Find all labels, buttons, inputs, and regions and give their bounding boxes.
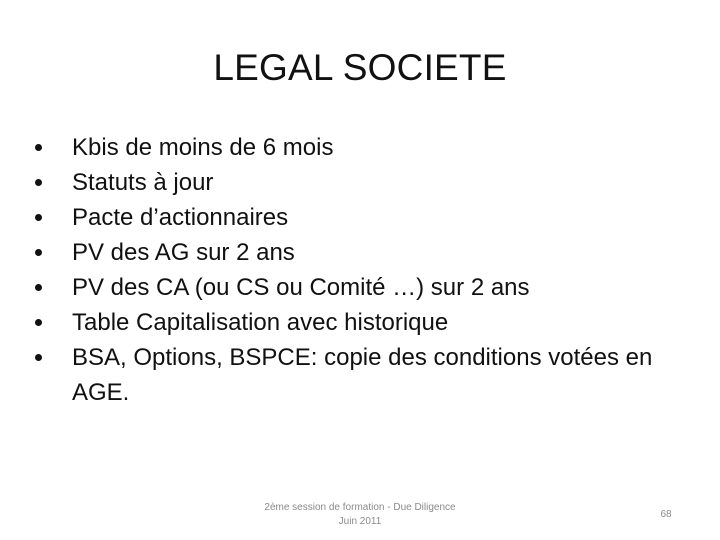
bullet-icon <box>28 200 48 235</box>
bullet-item-table-capitalisation <box>28 305 668 340</box>
footer-date-text: Juin 2011 <box>338 516 382 527</box>
slide-title: LEGAL SOCIETE <box>213 47 507 88</box>
bullet-item-pacte <box>28 200 668 235</box>
bullet-icon <box>28 270 48 305</box>
bullet-item-kbis <box>28 130 668 165</box>
bullet-text: Kbis de moins de 6 mois <box>72 134 334 161</box>
bullet-item-pv-ca <box>28 270 668 305</box>
bullet-text: PV des CA (ou CS ou Comité …) sur 2 ans <box>72 274 530 301</box>
bullet-list <box>28 130 668 410</box>
bullet-text: PV des AG sur 2 ans <box>72 239 295 266</box>
bullet-icon <box>28 305 48 340</box>
slide-footer <box>230 501 490 529</box>
bullet-text: Pacte d’actionnaires <box>72 204 289 231</box>
bullet-text: Statuts à jour <box>72 169 214 196</box>
bullet-icon <box>28 235 48 270</box>
bullet-text: Table Capitalisation avec historique <box>72 309 449 336</box>
bullet-item-bsa-options <box>28 340 668 410</box>
bullet-item-pv-ag <box>28 235 668 270</box>
bullet-item-statuts <box>28 165 668 200</box>
bullet-text: BSA, Options, BSPCE: copie des conditions votées en AGE. <box>72 344 653 406</box>
bullet-icon <box>28 130 48 165</box>
bullet-icon <box>28 340 48 375</box>
bullet-icon <box>28 165 48 200</box>
page-number: 68 <box>660 509 672 520</box>
footer-session-text: 2ème session de formation - Due Diligence <box>264 502 456 513</box>
